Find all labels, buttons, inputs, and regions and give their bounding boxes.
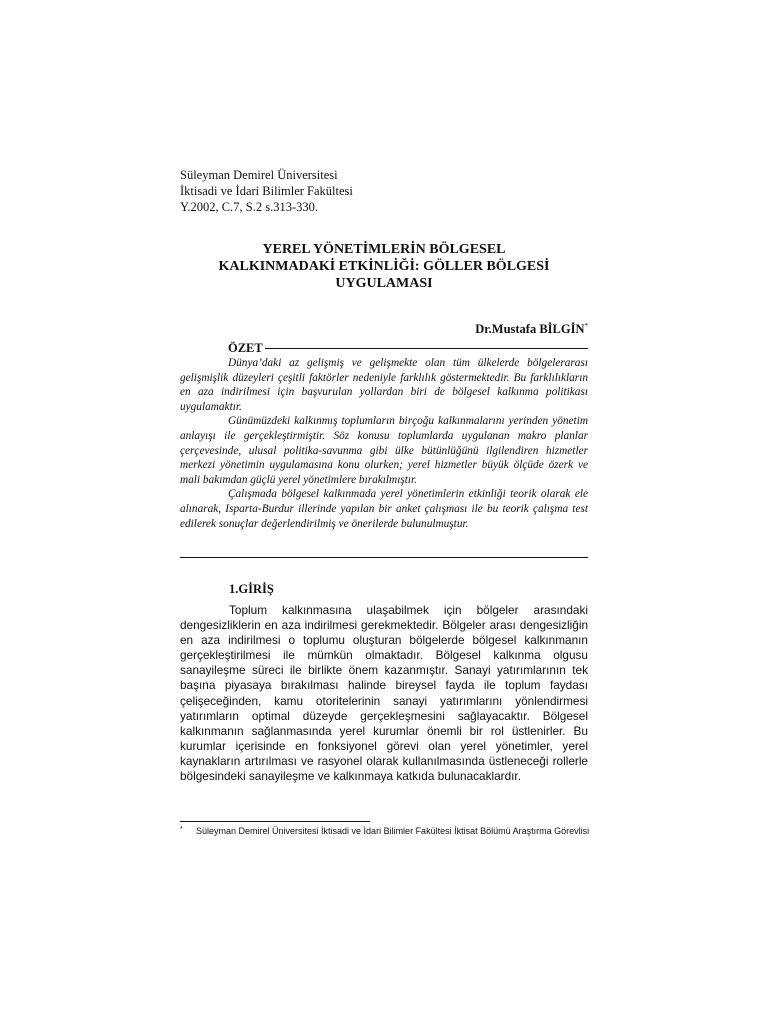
faculty-name: İktisadi ve İdari Bilimler Fakültesi [180, 184, 353, 198]
abstract-section [180, 340, 588, 531]
author-line [475, 322, 588, 337]
abstract-paragraph-1: Dünya’daki az gelişmiş ve gelişmekte olan tüm ülkelerde bölgelerarası gelişmişlik düzeyleri çeşitli faktörler nedeniyle farklılık göstermektedir. Bu farklılıkların en aza indirilmesi için başvurulan yollardan biri de bölgesel kalkınma politikası uygulamaktır. [180, 357, 588, 413]
abstract-top-rule [265, 348, 588, 349]
abstract-heading: ÖZET [228, 340, 263, 355]
footnote [180, 826, 590, 838]
title-line-3: UYGULAMASI [335, 276, 433, 291]
footnote-mark: * [180, 826, 183, 833]
author-name: Dr.Mustafa BİLGİN [475, 322, 585, 337]
abstract-bottom-rule [180, 557, 588, 558]
abstract-heading-row [180, 340, 588, 356]
article-title [180, 241, 588, 292]
title-line-1: YEREL YÖNETİMLERİN BÖLGESEL [262, 242, 506, 257]
section-heading: 1.GİRİŞ [229, 582, 274, 596]
abstract-paragraph-3: Çalışmada bölgesel kalkınmada yerel yönetimlerin etkinliği teorik olarak ele alınarak, Isparta-Burdur illerinde yapılan bir anket çalışması ile bu teorik çalışma test edilerek sonuçlar değerlendirilmiş ve önerilerde bulunulmuştur. [180, 488, 588, 530]
footnote-text: Süleyman Demirel Üniversitesi İktisadi ve İdari Bilimler Fakültesi İktisat Bölümü Araştırma Görevlisi [196, 826, 590, 836]
intro-body [180, 603, 588, 784]
author-footnote-mark: * [584, 322, 588, 330]
journal-header [180, 167, 353, 215]
university-name: Süleyman Demirel Üniversitesi [180, 168, 338, 182]
intro-paragraph: Toplum kalkınmasına ulaşabilmek için bölgeler arasındaki dengesizliklerin en aza indirilmesi gerekmektedir. Bölgeler arası dengesizliğin en aza indirilmesi o toplumu oluşturan bölgelerde bölgesel kalkınmanın gerçekleştirilmesi ile mümkün olmaktadır. Bölgesel kalkınma olgusu sanayileşme süreci ile birlikte önem kazanmıştır. Sanayi yatırımlarının tek başına piyasaya bırakılması halinde bireysel fayda ile toplum faydası çelişeceğinden, kamu otoritelerinin sanayi yatırımlarını yönlendirmesi yatırımların optimal düzeyde gerçekleşmesini sağlayacaktır. Bölgesel kalkınmanın sağlanmasında yerel kurumlar önemli bir rol üstlenirler. Bu kurumlar içerisinde en fonksiyonel görevi olan yerel yönetimler, yerel kaynakların artırılması ve rasyonel olarak kullanılmasında üstleneceği rollerle bölgesindeki sanayileşme ve kalkınmaya katkıda bulunacaklardır. [180, 603, 588, 784]
abstract-paragraph-2: Günümüzdeki kalkınmış toplumların birçoğu kalkınmalarını yerinden yönetim anlayışı ile gerçekleştirmiştir. Söz konusu toplumlarda uygulanan makro planlar çerçevesinde, ulusal politika-savunma gibi ülke bütünlüğünü ilgilendiren hizmetler merkezi yönetimin uygulamasına konu olurken; yerel hizmetler büyük ölçüde özerk ve mali bakımdan güçlü yerel yönetimlere bırakılmıştır. [180, 415, 588, 486]
title-line-2: KALKINMADAKİ ETKİNLİĞİ: GÖLLER BÖLGESİ [218, 259, 550, 274]
footnote-rule [180, 821, 370, 822]
citation-info: Y.2002, C.7, S.2 s.313-330. [180, 200, 318, 214]
